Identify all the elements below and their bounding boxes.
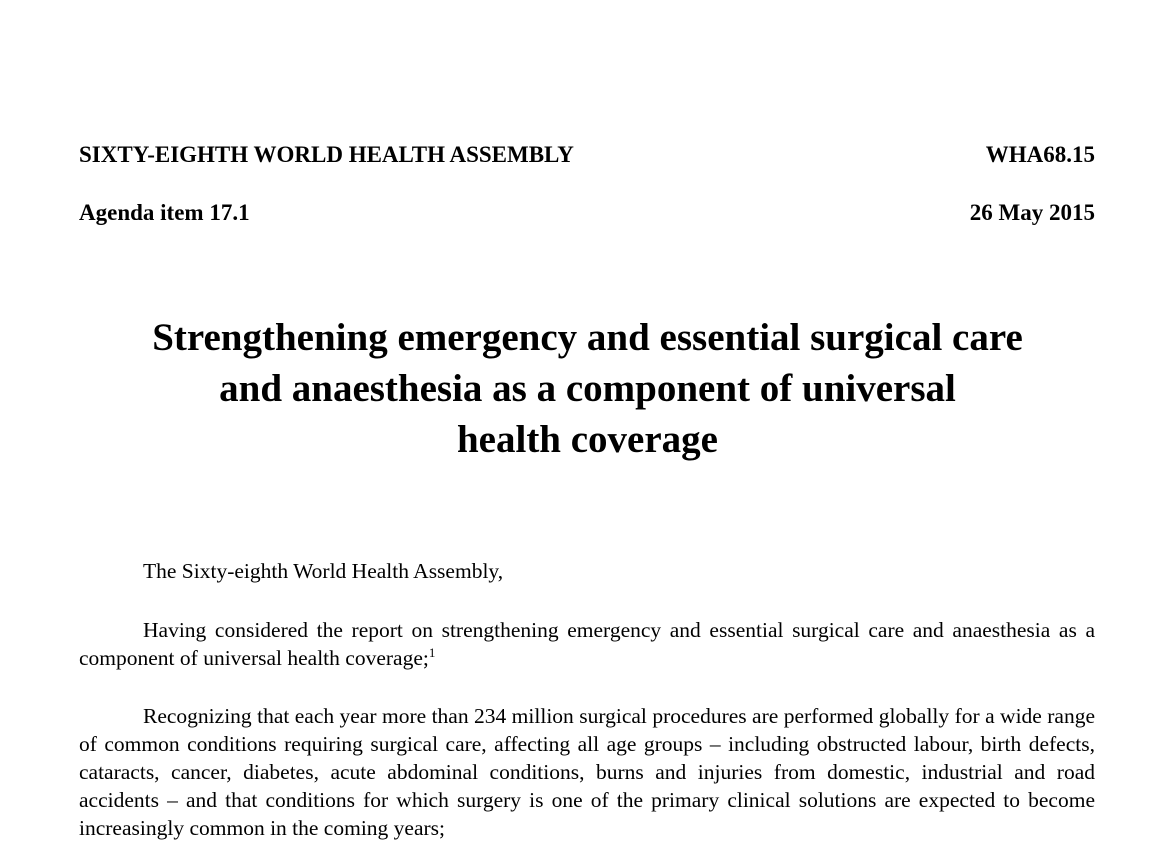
header-row-agenda [79,200,1095,226]
resolution-title [60,312,1115,465]
footnote-marker: 1 [428,644,436,660]
paragraph-considered [79,616,1095,672]
intro-paragraph [79,557,1095,585]
agenda-item: Agenda item 17.1 [79,200,250,225]
paragraph-recognizing [79,702,1095,842]
resolution-date: 26 May 2015 [969,200,1095,225]
intro-text: The Sixty-eighth World Health Assembly, [143,559,504,583]
title-line-1: Strengthening emergency and essential surgical care [152,316,1023,359]
title-line-3: health coverage [456,418,718,461]
title-line-2: and anaesthesia as a component of universal [219,367,956,410]
assembly-name: SIXTY-EIGHTH WORLD HEALTH ASSEMBLY [79,142,574,167]
resolution-number: WHA68.15 [985,142,1095,167]
paragraph-considered-text: Having considered the report on strengthening emergency and essential surgical care and anaesthesia as a component of universal health coverage; [79,618,1095,670]
paragraph-recognizing-text: Recognizing that each year more than 234 million surgical procedures are performed globally for a wide range of common conditions requiring surgical care, affecting all age groups – including obstructed labour, birth defects, cataracts, cancer, diabetes, acute abdominal conditions, burns and injuries from domestic, industrial and road accidents – and that conditions for which surgery is one of the primary clinical solutions are expected to become increasingly common in the coming years; [79,704,1095,840]
header-row-assembly [79,142,1095,168]
